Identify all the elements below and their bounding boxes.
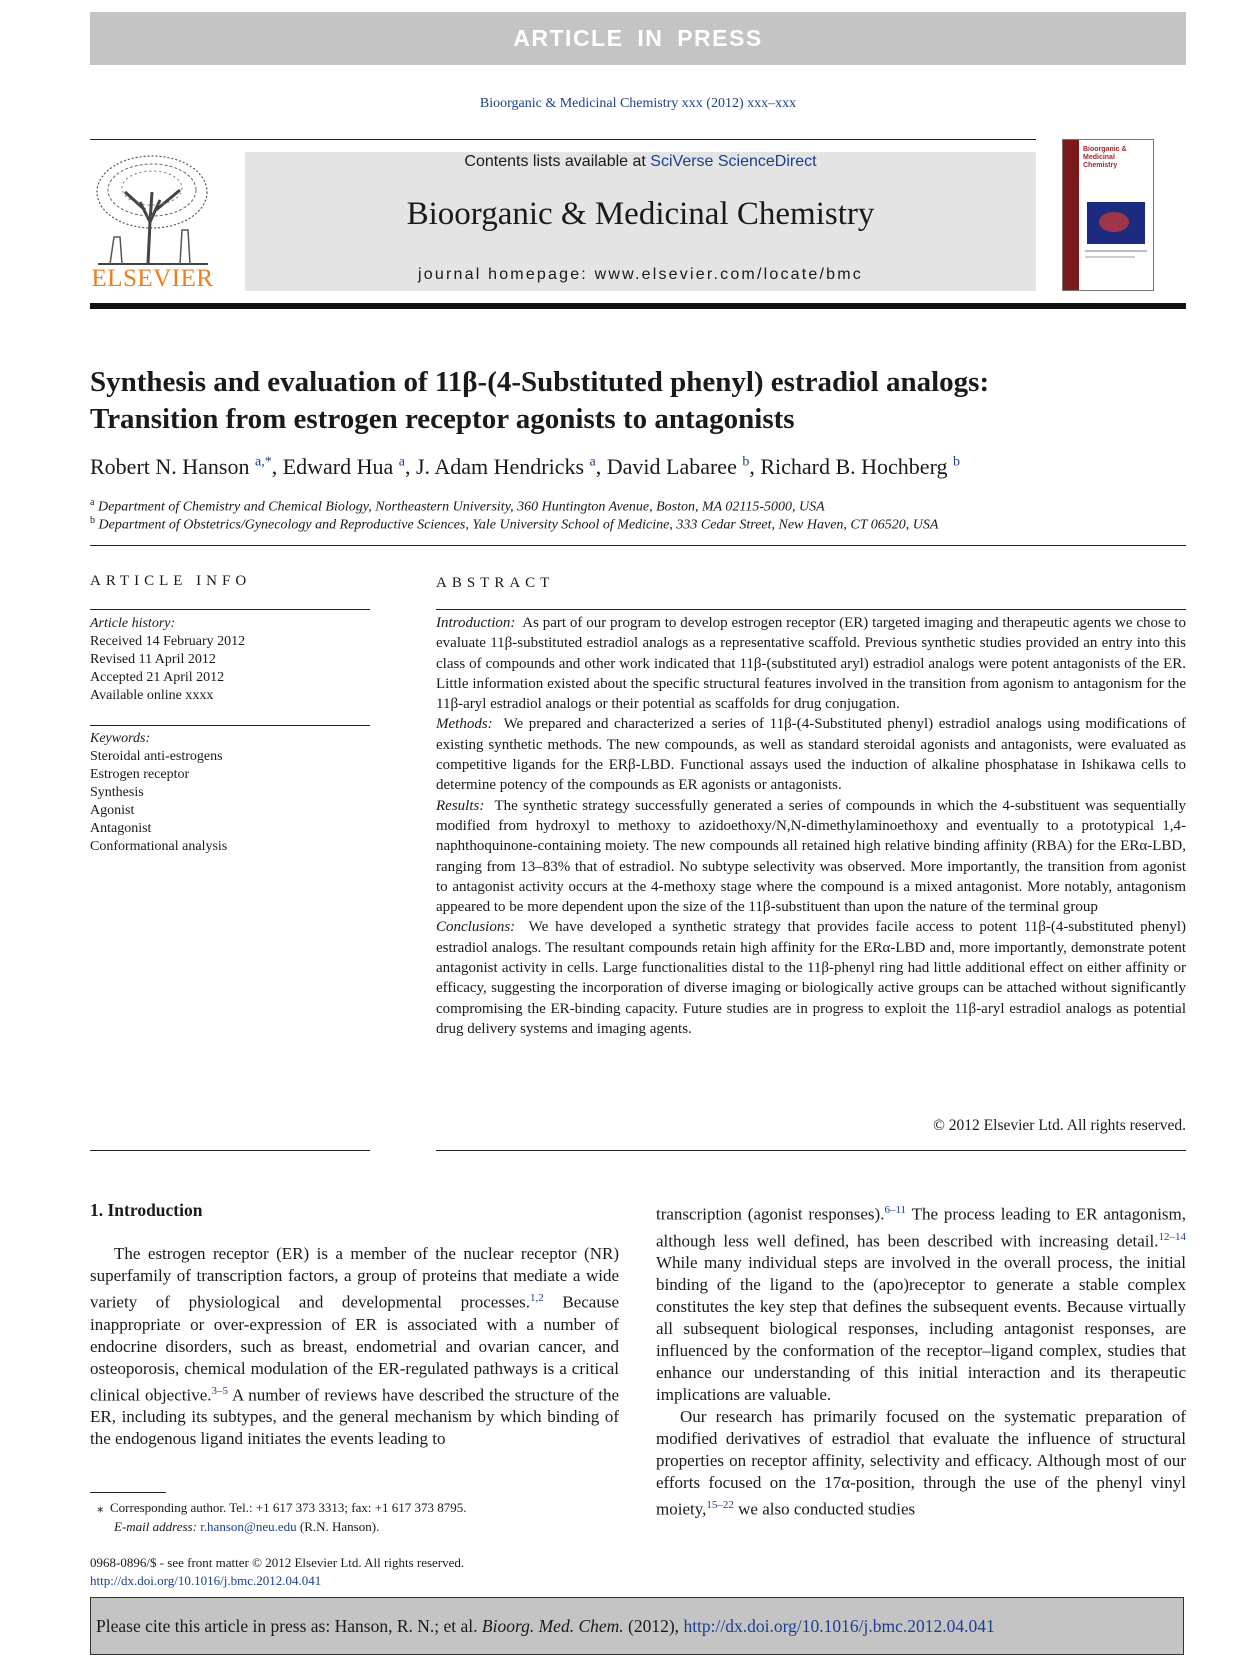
title-line-2: Transition from estrogen receptor agonists to antagonists <box>90 403 795 435</box>
article-info-heading: ARTICLE INFO <box>90 573 252 589</box>
article-info-rule <box>90 609 370 610</box>
author-list <box>90 454 1186 480</box>
author: J. Adam Hendricks $^a$, <box>416 454 607 479</box>
cite-this-article-box <box>90 1597 1184 1655</box>
sciencedirect-link[interactable]: SciVerse ScienceDirect <box>650 153 817 170</box>
header-divider <box>90 545 1186 546</box>
contents-line <box>245 153 1036 171</box>
affiliation-a: $^a$ Department of Chemistry and Chemical Biology, Northeastern University, 360 Huntington Avenue, Boston, MA 02115-5000, USA <box>90 497 825 515</box>
masthead-bottom-rule <box>90 303 1186 309</box>
author-affil-mark[interactable]: a <box>398 454 405 470</box>
article-info-bottom-rule <box>90 1150 370 1151</box>
author: Edward Hua $^a$, <box>282 454 416 479</box>
keyword: Steroidal anti-estrogens <box>90 749 223 764</box>
author-affil-mark[interactable]: b <box>742 454 750 470</box>
citation-ref[interactable]: 15–22 <box>706 1499 734 1512</box>
abstract-bottom-rule <box>436 1150 1186 1151</box>
cite-prefix: Please cite this article in press as: Hanson, R. N.; et al. <box>96 1615 478 1636</box>
author: Robert N. Hanson $^{a,*}$, <box>90 454 283 479</box>
abstract-rule <box>436 609 1186 610</box>
abstract-introduction: Introduction: As part of our program to develop estrogen receptor (ER) targeted imaging and therapeutic agents we chose to evaluate 11β-substituted estradiol analogs as a representative scaffold. Previous synthetic studies provided an entry into this class of compounds and other work indicated that 11β-(substituted aryl) estradiol analogs were potent antagonists of the ER. Little information existed about the specific structural features involved in the transition from agonism to antagonism for the 11β-aryl estradiol analogs or their potential as scaffolds for drug conjugation. <box>436 615 1186 713</box>
article-history <box>90 615 370 705</box>
author: David Labaree $^b$, <box>606 454 761 479</box>
journal-name: Bioorganic & Medicinal Chemistry <box>406 196 875 232</box>
author-affil-mark[interactable]: a,* <box>254 454 272 470</box>
keyword: Antagonist <box>90 821 152 836</box>
abstract-body <box>436 613 1186 1039</box>
keywords-rule <box>90 725 370 726</box>
affiliation-b: $^b$ Department of Obstetrics/Gynecology and Reproductive Sciences, Yale University School of Medicine, 333 Cedar Street, New Haven, CT 06520, USA <box>90 515 939 533</box>
keyword: Synthesis <box>90 785 144 800</box>
journal-reference[interactable]: Bioorganic & Medicinal Chemistry xxx (2012) xxx–xxx <box>479 96 797 111</box>
intro-left-column <box>90 1243 619 1450</box>
history-online: Available online xxxx <box>90 688 214 703</box>
masthead-box <box>245 152 1036 291</box>
citation-ref[interactable]: 12–14 <box>1158 1230 1186 1243</box>
email-link[interactable]: r.hanson@neu.edu <box>200 1519 297 1534</box>
history-label: Article history: <box>90 616 176 631</box>
cite-year: (2012), <box>628 1615 680 1636</box>
abstract-heading: ABSTRACT <box>436 575 555 591</box>
abstract-results: Results: The synthetic strategy successfully generated a series of compounds in which the 4-substituent was sequentially modified from hydroxyl to methoxy to azidoethoxy/N,N-dimethylaminoethoxy and eventually to a prototypical 1,4-naphthoquinone-containing moiety. The new compounds all retained high relative binding affinity (RBA) for the ERα-LBD, ranging from 13–83% that of estradiol. No subtype selectivity was observed. More importantly, the transition from agonist to antagonist activity occurs at the 4-methoxy stage where the compound is a mixed antagonist. More notably, antagonism appeared to be more dependent upon the size of the 11β-substituent than upon the nature of the terminal group <box>436 797 1186 916</box>
keyword: Agonist <box>90 803 135 818</box>
intro-paragraph-1-cont: transcription (agonist responses).$^{6-11}$ The process leading to ER antagonism, although less well defined, has been described with increasing detail.$^{12-14}$ While many individual steps are involved in the overall process, the initial binding of the ligand to the (apo)receptor to generate a stable complex constitutes the key step that defines the subsequent events. Because virtually all subsequent biological responses, including antagonist responses, are influenced by the conformation of the receptor–ligand complex, studies that enhance our understanding of this initial interaction and its therapeutic implications are valuable. <box>656 1204 1187 1405</box>
introduction-heading: 1. Introduction <box>90 1200 203 1220</box>
citation-ref[interactable]: 3–5 <box>211 1384 229 1397</box>
title-line-1: Synthesis and evaluation of 11β-(4-Substituted phenyl) estradiol analogs: <box>90 366 990 398</box>
cite-doi-link[interactable]: http://dx.doi.org/10.1016/j.bmc.2012.04.041 <box>683 1615 995 1636</box>
email-note: E-mail address: r.hanson@neu.edu (R.N. Hanson). <box>114 1519 380 1534</box>
keyword: Estrogen receptor <box>90 767 190 782</box>
citation-ref[interactable]: 6–11 <box>884 1204 907 1216</box>
front-matter-note: 0968-0896/$ - see front matter © 2012 Elsevier Ltd. All rights reserved. <box>90 1555 465 1570</box>
footnote-rule <box>90 1492 166 1493</box>
intro-paragraph-2: Our research has primarily focused on the systematic preparation of modified derivatives of estradiol that evaluate the influence of structural properties on receptor affinity, selectivity and efficacy. Although most of our efforts focused on the 17α-position, through the use of the phenyl vinyl moiety,$^{15-22}$ we also conducted studies <box>656 1407 1186 1519</box>
citation-ref[interactable]: 1,2 <box>530 1292 544 1304</box>
article-in-press-banner: ARTICLE IN PRESS <box>90 12 1186 65</box>
history-received: Received 14 February 2012 <box>90 634 246 649</box>
journal-homepage[interactable]: journal homepage: www.elsevier.com/locate/bmc <box>418 266 863 283</box>
author-affil-mark[interactable]: a <box>589 454 596 470</box>
doi-link[interactable]: http://dx.doi.org/10.1016/j.bmc.2012.04.041 <box>90 1573 322 1588</box>
abstract-conclusions: Conclusions: We have developed a synthetic strategy that provides facile access to potent 11β-(4-substituted phenyl) estradiol analogs. The resultant compounds retain high affinity for the ERα-LBD and, more importantly, demonstrate potent antagonist activity in cells. Large functionalities distal to the 11β-phenyl ring had little additional effect on either affinity or efficacy, suggesting the incorporation of diverse imaging or biologically active groups can be attached without significantly compromising the ER-binding capacity. Future studies are in progress to exploit the 11β-aryl estradiol analogs as potential drug delivery systems and imaging agents. <box>436 919 1186 1037</box>
cover-title: Bioorganic & Medicinal Chemistry <box>1083 146 1127 169</box>
journal-cover-image <box>1062 139 1154 291</box>
keywords <box>90 730 370 856</box>
elsevier-wordmark: ELSEVIER <box>91 265 214 292</box>
corresponding-author-note: ⁎ Corresponding author. Tel.: +1 617 373 3313; fax: +1 617 373 8795. <box>97 1500 467 1515</box>
intro-right-column <box>656 1199 1186 1521</box>
cite-journal: Bioorg. Med. Chem. <box>481 1615 624 1636</box>
history-revised: Revised 11 April 2012 <box>90 652 216 667</box>
abstract-methods: Methods: We prepared and characterized a series of 11β-(4-Substituted phenyl) estradiol analogs using modifications of existing synthetic methods. The new compounds, as well as standard steroidal agonists and antagonists, were evaluated as competitive ligands for the ERβ-LBD. Functional assays used the induction of alkaline phosphatase in Ishikawa cells to determine potency of the compounds as ER agonists or antagonists. <box>436 716 1186 794</box>
history-accepted: Accepted 21 April 2012 <box>90 670 225 685</box>
keyword: Conformational analysis <box>90 839 228 854</box>
author-affil-mark[interactable]: b <box>953 454 961 470</box>
intro-paragraph-1: The estrogen receptor (ER) is a member of the nuclear receptor (NR) superfamily of transcription factors, a group of proteins that mediate a wide variety of physiological and developmental processes.$^{1,2}$ Because inappropriate or over-expression of ER is associated with a number of endocrine disorders, such as breast, endometrial and ovarian cancer, and osteoporosis, chemical modulation of the ER-regulated pathways is a critical clinical objective.$^{3-5}$ A number of reviews have described the structure of the ER, including its subtypes, and the general mechanism by which binding of the endogenous ligand initiates the events leading to <box>90 1244 619 1449</box>
abstract-copyright: © 2012 Elsevier Ltd. All rights reserved. <box>933 1117 1186 1134</box>
masthead-top-rule <box>90 139 1036 140</box>
article-title <box>90 364 1186 438</box>
contents-prefix: Contents lists available at <box>464 153 646 170</box>
author: Richard B. Hochberg $^b$ <box>760 454 961 479</box>
keywords-label: Keywords: <box>90 731 151 746</box>
